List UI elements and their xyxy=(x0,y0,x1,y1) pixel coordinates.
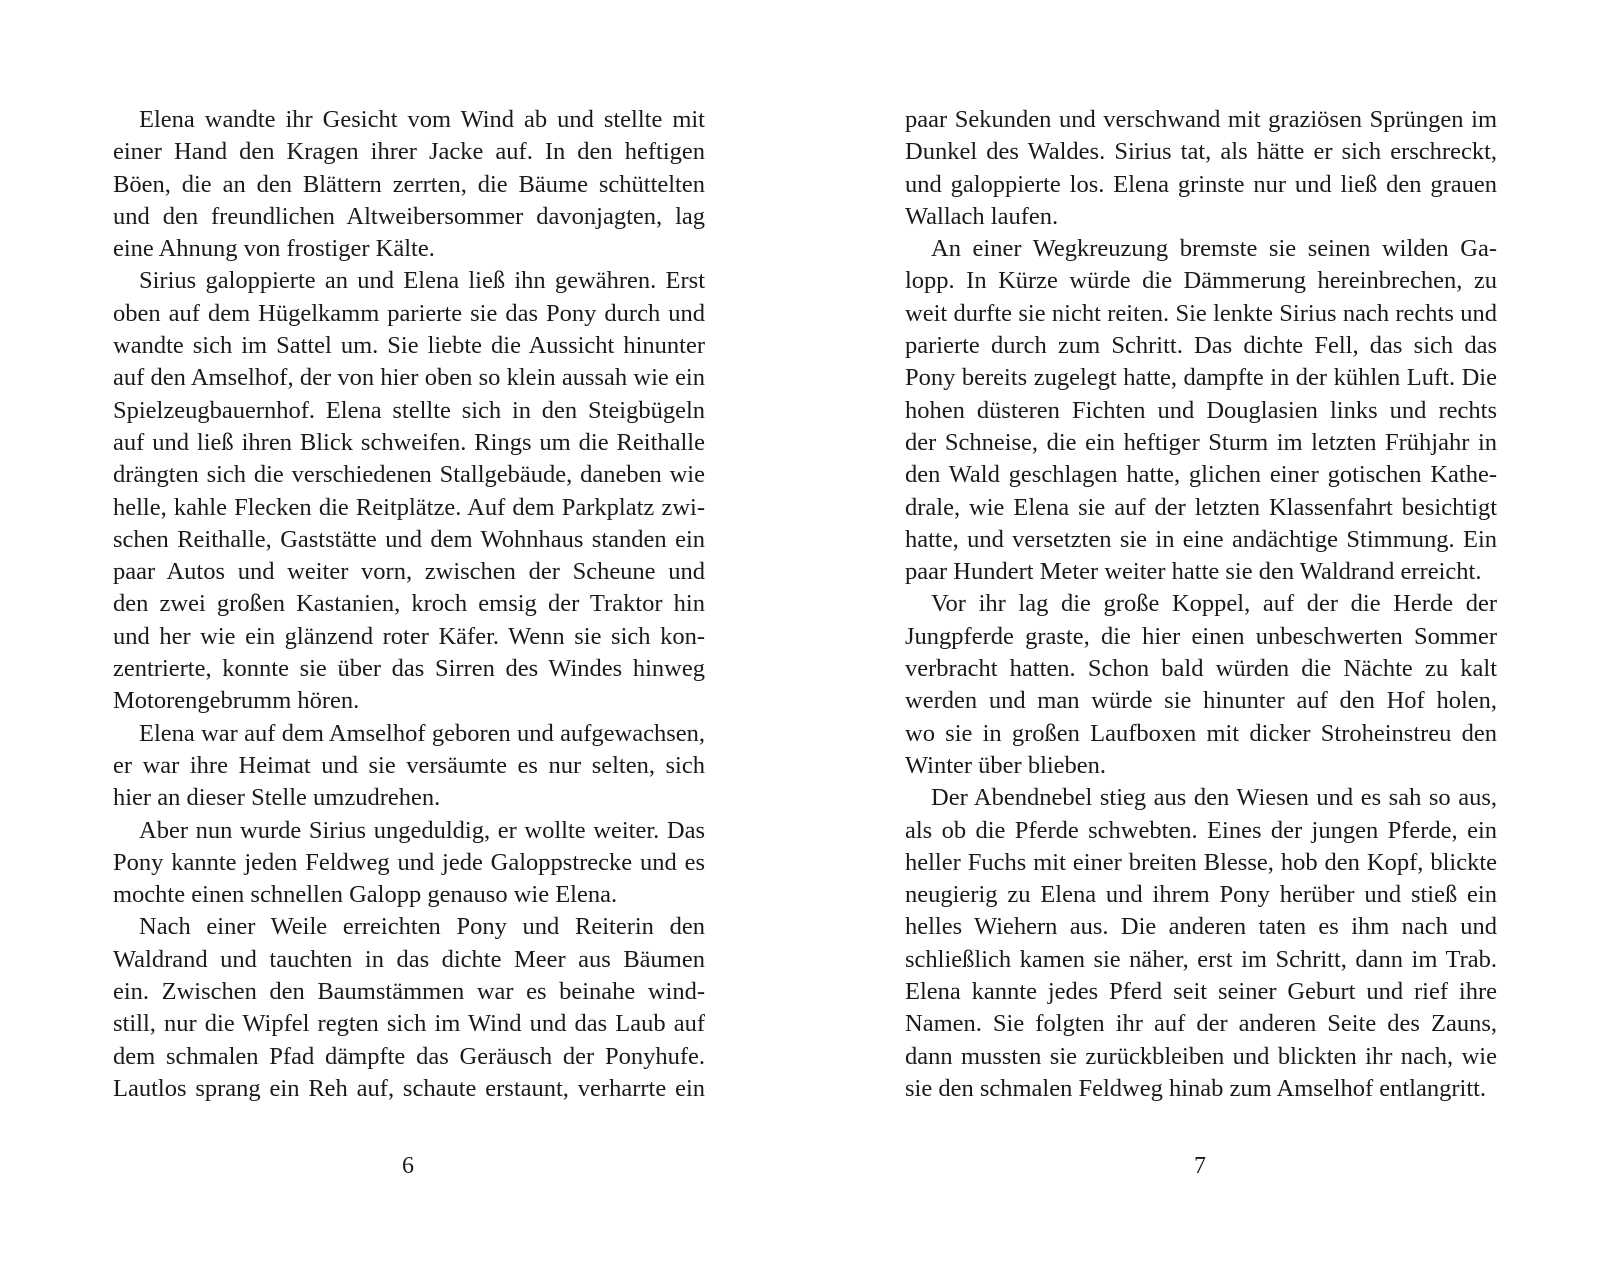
text-line: Nach einer Weile erreichten Pony und Reiterin den xyxy=(139,913,705,941)
text-line: schen Reithalle, Gaststätte und dem Wohnhaus standen ein xyxy=(113,525,705,553)
text-line: mochte einen schnellen Galopp genauso wie Elena. xyxy=(113,881,618,909)
text-line: dem schmalen Pfad dämpfte das Geräusch der Ponyhufe. xyxy=(113,1042,705,1070)
text-line: der Schneise, die ein heftiger Sturm im letzten Frühjahr in xyxy=(905,428,1497,456)
text-line: heller Fuchs mit einer breiten Blesse, hob den Kopf, blickte xyxy=(905,848,1497,876)
text-line: still, nur die Wipfel regten sich im Wind und das Laub auf xyxy=(113,1010,705,1038)
text-line: wandte sich im Sattel um. Sie liebte die Aussicht hinunter xyxy=(113,332,705,360)
text-line: Böen, die an den Blättern zerrten, die Bäume schüttelten xyxy=(113,170,705,198)
text-line: Dunkel des Waldes. Sirius tat, als hätte er sich erschreckt, xyxy=(905,138,1497,166)
text-line: er war ihre Heimat und sie versäumte es nur selten, sich xyxy=(113,751,705,779)
text-line: parierte durch zum Schritt. Das dichte Fell, das sich das xyxy=(905,332,1497,360)
text-line: den zwei großen Kastanien, kroch emsig der Traktor hin xyxy=(113,590,705,618)
text-line: Aber nun wurde Sirius ungeduldig, er wollte weiter. Das xyxy=(139,816,705,844)
text-line: An einer Wegkreuzung bremste sie seinen wilden Ga- xyxy=(931,235,1497,263)
text-line: Pony bereits zugelegt hatte, dampfte in der kühlen Luft. Die xyxy=(905,364,1497,392)
text-line: auf und ließ ihren Blick schweifen. Rings um die Reithalle xyxy=(113,428,705,456)
text-line: Elena kannte jedes Pferd seit seiner Geburt und rief ihre xyxy=(905,978,1497,1006)
text-line: helle, kahle Flecken die Reitplätze. Auf dem Parkplatz zwi- xyxy=(113,493,705,521)
left-page xyxy=(113,104,705,1120)
text-line: Wallach laufen. xyxy=(905,202,1059,230)
text-line: hatte, und versetzten sie in eine andächtige Stimmung. Ein xyxy=(905,525,1497,553)
text-line: sie den schmalen Feldweg hinab zum Amselhof entlangritt. xyxy=(905,1074,1487,1102)
text-line: paar Hundert Meter weiter hatte sie den Waldrand erreicht. xyxy=(905,558,1482,586)
text-line: drängten sich die verschiedenen Stallgebäude, daneben wie xyxy=(113,461,705,489)
text-line: und den freundlichen Altweibersommer davonjagten, lag xyxy=(113,202,705,230)
text-line: hohen düsteren Fichten und Douglasien links und rechts xyxy=(905,396,1497,424)
text-line: neugierig zu Elena und ihrem Pony herüber und stieß ein xyxy=(905,881,1497,909)
text-line: eine Ahnung von frostiger Kälte. xyxy=(113,235,435,263)
text-line: paar Autos und weiter vorn, zwischen der Scheune und xyxy=(113,558,705,586)
page-number-left: 6 xyxy=(402,1153,414,1179)
text-line: dann mussten sie zurückbleiben und blickten ihr nach, wie xyxy=(905,1042,1497,1070)
text-line: einer Hand den Kragen ihrer Jacke auf. In den heftigen xyxy=(113,138,705,166)
right-page xyxy=(905,104,1497,1120)
text-line: ein. Zwischen den Baumstämmen war es beinahe wind- xyxy=(113,978,705,1006)
text-line: oben auf dem Hügelkamm parierte sie das Pony durch und xyxy=(113,299,705,327)
text-line: Jungpferde graste, die hier einen unbeschwerten Sommer xyxy=(905,622,1497,650)
text-line: und galoppierte los. Elena grinste nur und ließ den grauen xyxy=(905,170,1497,198)
text-line: helles Wiehern aus. Die anderen taten es ihm nach und xyxy=(905,913,1497,941)
text-line: Elena war auf dem Amselhof geboren und aufgewachsen, xyxy=(139,719,705,747)
text-line: werden und man würde sie hinunter auf den Hof holen, xyxy=(905,687,1497,715)
text-line: verbracht hatten. Schon bald würden die Nächte zu kalt xyxy=(905,655,1497,683)
text-line: Lautlos sprang ein Reh auf, schaute erstaunt, verharrte ein xyxy=(113,1074,705,1102)
text-line: auf den Amselhof, der von hier oben so klein aussah wie ein xyxy=(113,364,705,392)
page-number-right: 7 xyxy=(1194,1153,1206,1179)
right-page-text xyxy=(905,104,1497,1120)
text-line: hier an dieser Stelle umzudrehen. xyxy=(113,784,441,812)
text-line: lopp. In Kürze würde die Dämmerung hereinbrechen, zu xyxy=(905,267,1497,295)
text-line: schließlich kamen sie näher, erst im Schritt, dann im Trab. xyxy=(905,945,1497,973)
text-line: drale, wie Elena sie auf der letzten Klassenfahrt besichtigt xyxy=(905,493,1497,521)
text-line: Spielzeugbauernhof. Elena stellte sich in den Steigbügeln xyxy=(113,396,705,424)
text-line: Motorengebrumm hören. xyxy=(113,687,360,715)
text-line: wo sie in großen Laufboxen mit dicker Stroheinstreu den xyxy=(905,719,1497,747)
left-page-text xyxy=(113,104,705,1120)
text-line: Namen. Sie folgten ihr auf der anderen Seite des Zauns, xyxy=(905,1010,1497,1038)
text-line: als ob die Pferde schwebten. Eines der jungen Pferde, ein xyxy=(905,816,1497,844)
text-line: zentrierte, konnte sie über das Sirren des Windes hinweg xyxy=(113,655,705,683)
text-line: und her wie ein glänzend roter Käfer. Wenn sie sich kon- xyxy=(113,622,705,650)
text-line: weit durfte sie nicht reiten. Sie lenkte Sirius nach rechts und xyxy=(905,299,1497,327)
text-line: Waldrand und tauchten in das dichte Meer aus Bäumen xyxy=(113,945,705,973)
text-line: Sirius galoppierte an und Elena ließ ihn gewähren. Erst xyxy=(139,267,705,295)
text-line: Der Abendnebel stieg aus den Wiesen und es sah so aus, xyxy=(931,784,1497,812)
text-line: Winter über blieben. xyxy=(905,751,1107,779)
text-line: paar Sekunden und verschwand mit graziösen Sprüngen im xyxy=(905,106,1497,133)
text-line: Vor ihr lag die große Koppel, auf der die Herde der xyxy=(931,590,1497,618)
text-line: den Wald geschlagen hatte, glichen einer gotischen Kathe- xyxy=(905,461,1497,489)
text-line: Pony kannte jeden Feldweg und jede Galoppstrecke und es xyxy=(113,848,705,876)
text-line: Elena wandte ihr Gesicht vom Wind ab und stellte mit xyxy=(139,106,705,133)
